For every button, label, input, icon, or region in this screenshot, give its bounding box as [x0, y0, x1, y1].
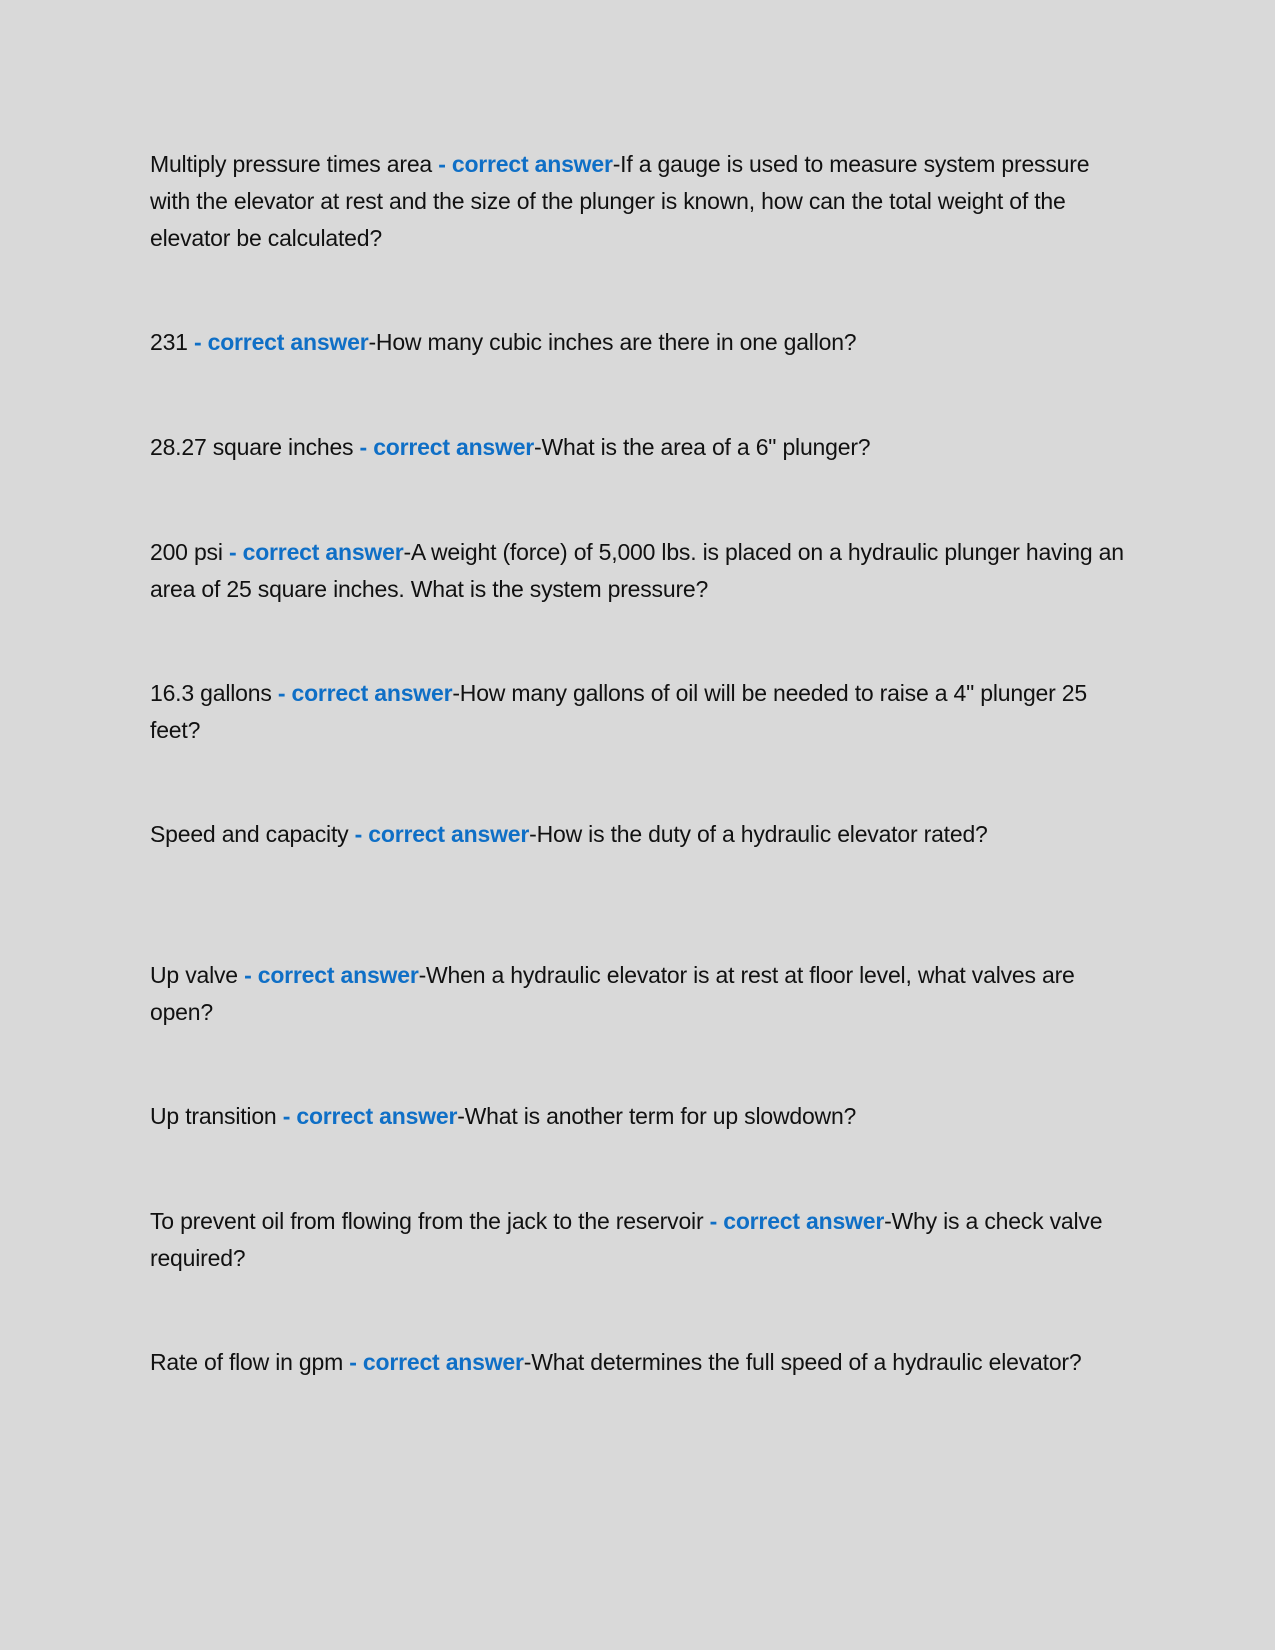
qa-item [150, 1344, 1130, 1381]
answer-text: Speed and capacity [150, 821, 349, 847]
qa-item [150, 816, 1130, 853]
qa-item [150, 429, 1130, 466]
correct-answer-label: - correct answer [237, 962, 419, 988]
correct-answer-label: - correct answer [343, 1349, 524, 1375]
answer-text: Up valve [150, 962, 238, 988]
correct-answer-label: - correct answer [703, 1208, 885, 1234]
correct-answer-label: - correct answer [271, 680, 453, 706]
correct-answer-label: - correct answer [353, 434, 535, 460]
answer-text: To prevent oil from flowing from the jack to the reservoir [150, 1208, 704, 1234]
answer-text: 28.27 square inches [150, 434, 354, 460]
answer-text: 200 psi [150, 539, 223, 565]
answer-text: Rate of flow in gpm [150, 1349, 344, 1375]
correct-answer-label: - correct answer [348, 821, 530, 847]
answer-text: 16.3 gallons [150, 680, 272, 706]
qa-item [150, 146, 1130, 257]
qa-item [150, 1098, 1130, 1135]
question-text: -How many gallons of oil will be needed to raise a 4" plunger 25 feet? [150, 680, 1087, 743]
answer-text: Up transition [150, 1103, 277, 1129]
correct-answer-label: - correct answer [187, 329, 369, 355]
qa-item [150, 324, 1130, 361]
question-text: -What is another term for up slowdown? [457, 1103, 857, 1129]
question-text: -What determines the full speed of a hydraulic elevator? [523, 1349, 1082, 1375]
question-text: -If a gauge is used to measure system pressure with the elevator at rest and the size of the plunger is known, how can the total weight of the elevator be calculated? [150, 151, 1090, 251]
question-text: -How is the duty of a hydraulic elevator rated? [529, 821, 988, 847]
answer-text: 231 [150, 329, 188, 355]
question-text: -What is the area of a 6" plunger? [534, 434, 871, 460]
qa-item [150, 1203, 1130, 1277]
correct-answer-label: - correct answer [222, 539, 404, 565]
qa-item [150, 957, 1130, 1031]
answer-text: Multiply pressure times area [150, 151, 433, 177]
qa-item [150, 534, 1130, 608]
question-text: -When a hydraulic elevator is at rest at floor level, what valves are open? [150, 962, 1075, 1025]
qa-item [150, 675, 1130, 749]
question-text: -A weight (force) of 5,000 lbs. is placed on a hydraulic plunger having an area of 25 square inches. What is the system pressure? [150, 539, 1124, 602]
question-text: -Why is a check valve required? [150, 1208, 1103, 1271]
correct-answer-label: - correct answer [276, 1103, 458, 1129]
question-text: -How many cubic inches are there in one gallon? [368, 329, 857, 355]
correct-answer-label: - correct answer [432, 151, 613, 177]
